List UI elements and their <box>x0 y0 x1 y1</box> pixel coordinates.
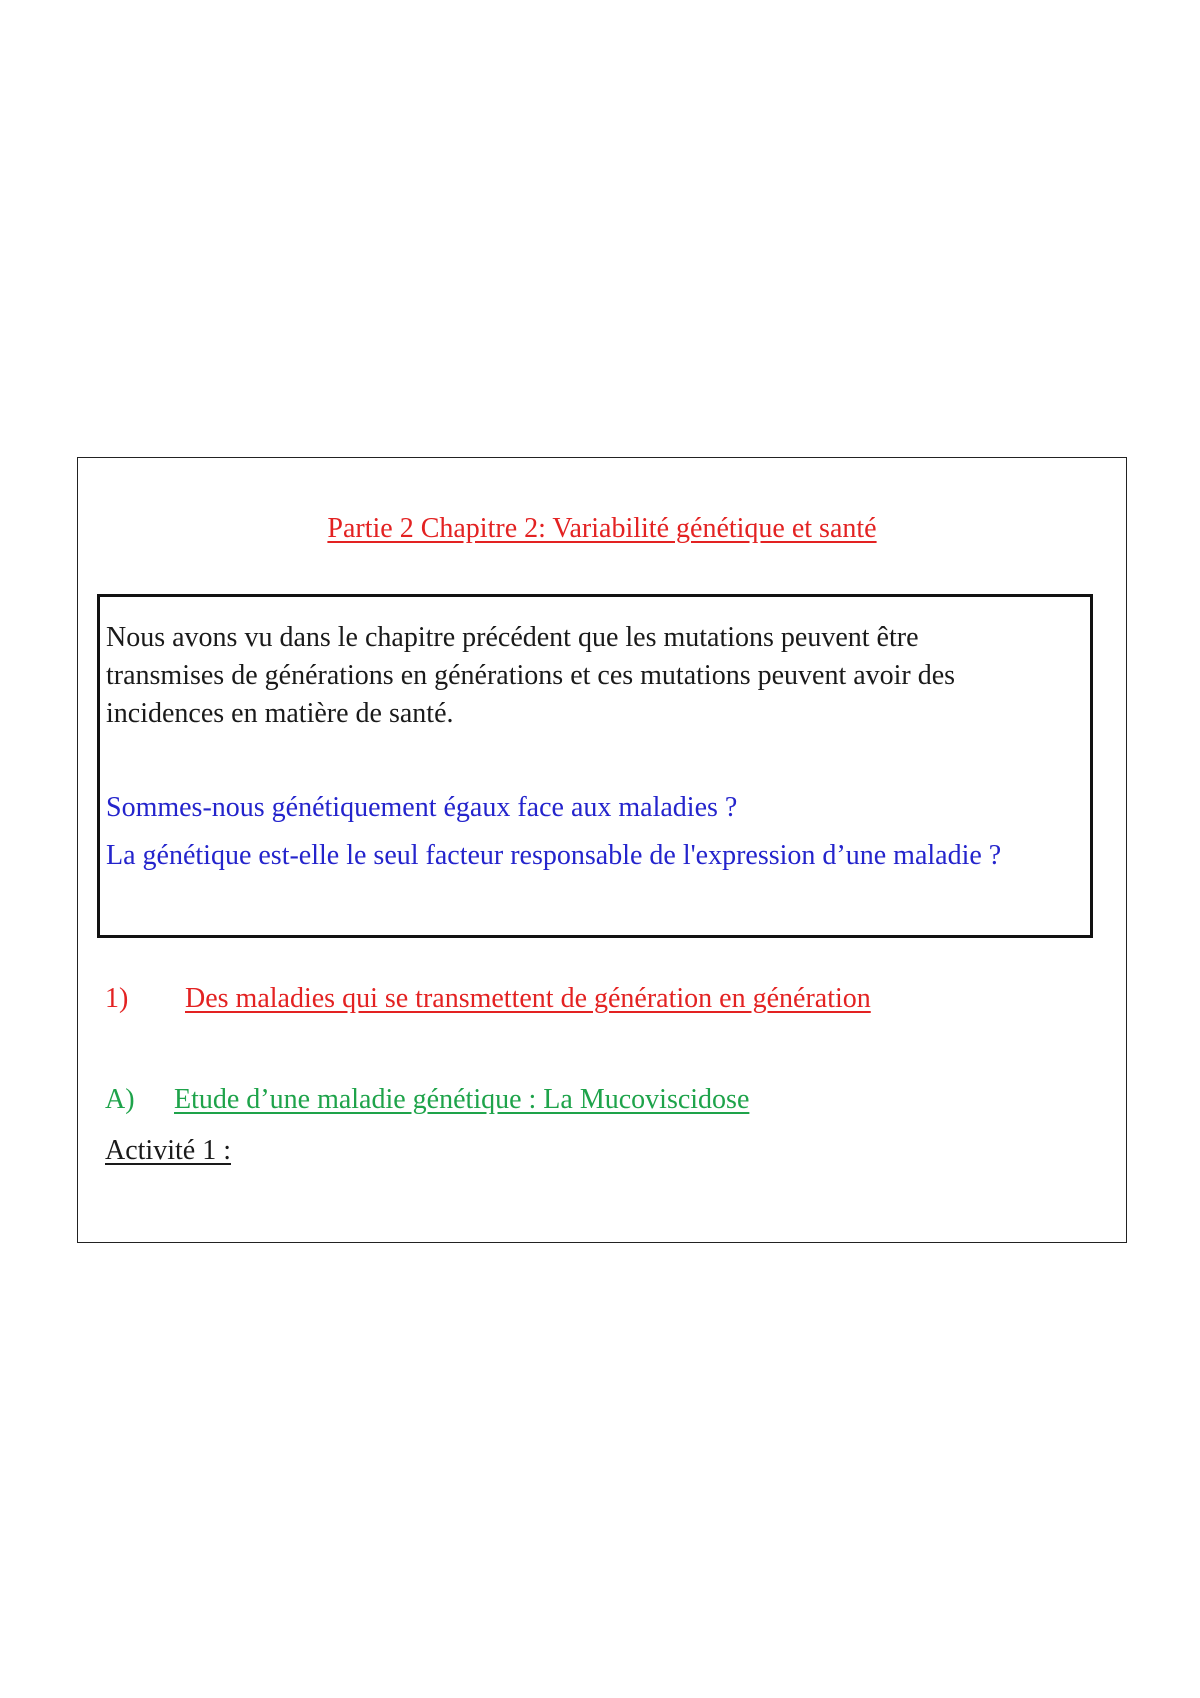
intro-text: Nous avons vu dans le chapitre précédent que les mutations peuvent être transmises de générations en générations et ces mutations peuvent avoir des incidences en matière de santé. <box>106 622 956 729</box>
section-a-label: Etude d’une maladie génétique : La Mucoviscidose <box>174 1084 750 1115</box>
section-a-number: A) <box>105 1084 135 1115</box>
slide-frame <box>77 457 1127 1243</box>
section-1-label: Des maladies qui se transmettent de génération en génération <box>185 983 871 1014</box>
intro-box <box>97 594 1093 938</box>
question-1: Sommes-nous génétiquement égaux face aux maladies ? <box>106 792 738 823</box>
section-1-number: 1) <box>105 983 129 1014</box>
question-2: La génétique est-elle le seul facteur responsable de l'expression d’une maladie ? <box>106 840 1002 871</box>
chapter-title: Partie 2 Chapitre 2: Variabilité génétique et santé <box>327 513 877 544</box>
section-1-heading <box>105 983 871 1015</box>
section-a-heading <box>105 1084 749 1116</box>
activity-heading: Activité 1 : <box>105 1135 231 1166</box>
